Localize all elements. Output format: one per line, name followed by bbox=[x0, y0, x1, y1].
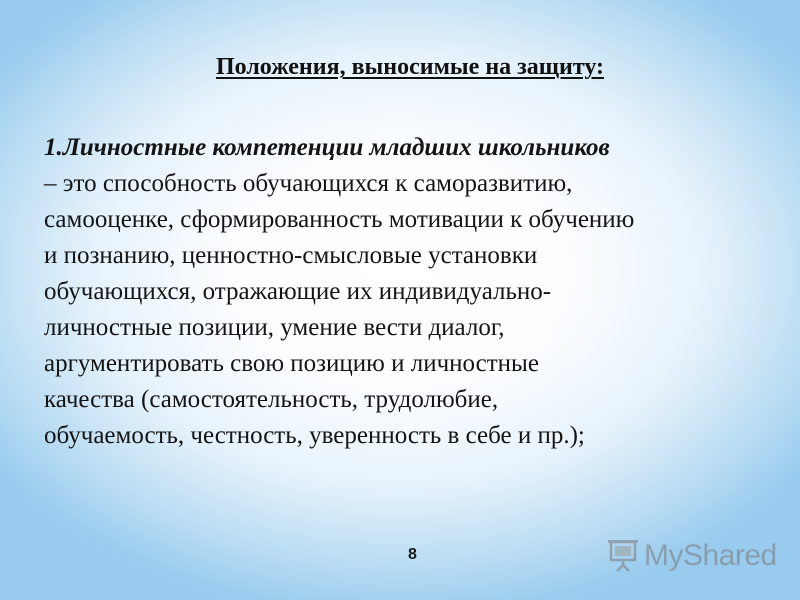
body-line-6: аргументировать свою позицию и личностные bbox=[44, 350, 539, 377]
body-line-5: личностные позиции, умение вести диалог, bbox=[44, 314, 505, 341]
slide-title: Положения, выносимые на защиту: bbox=[215, 54, 605, 80]
watermark-logo bbox=[606, 536, 777, 576]
watermark-text: MyShared bbox=[644, 539, 777, 572]
page-number: 8 bbox=[408, 546, 417, 563]
body-line-8: обучаемость, честность, уверенность в себе и пр.); bbox=[44, 422, 585, 449]
slide-body bbox=[44, 130, 784, 454]
body-line-1: – это способность обучающихся к саморазвитию, bbox=[44, 170, 573, 197]
body-line-3: и познанию, ценностно-смысловые установки bbox=[44, 242, 538, 269]
presentation-board-icon bbox=[606, 539, 640, 573]
body-line-7: качества (самостоятельность, трудолюбие, bbox=[44, 386, 499, 413]
body-line-4: обучающихся, отражающие их индивидуально- bbox=[44, 278, 552, 305]
body-lead: 1.Личностные компетенции младших школьников bbox=[44, 134, 610, 161]
body-line-2: самооценке, сформированность мотивации к обучению bbox=[44, 206, 635, 233]
